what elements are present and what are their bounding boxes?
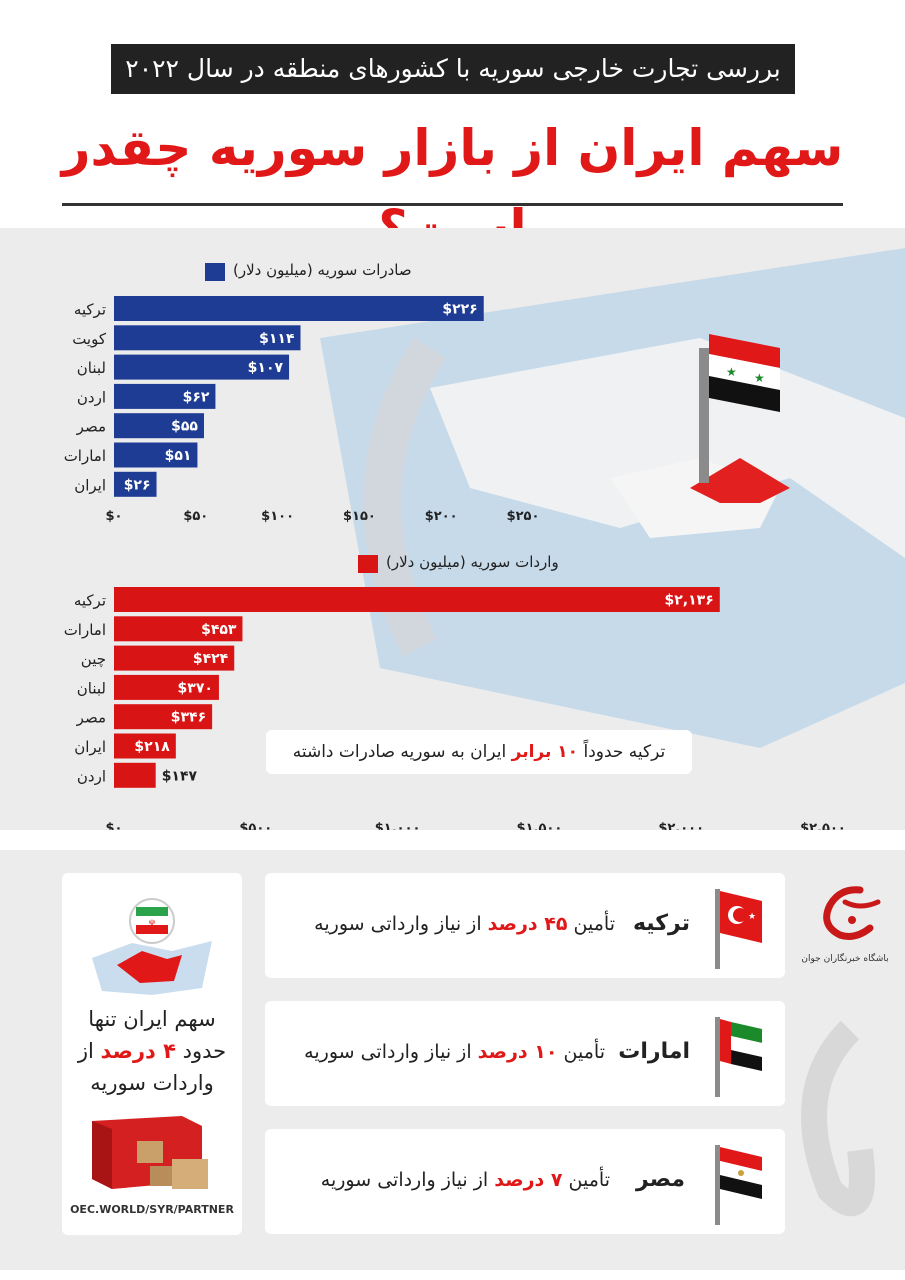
category-label: امارات (63, 620, 106, 639)
annotation-text-pre: ترکیه حدوداً (578, 742, 666, 762)
x-tick-label: $۵۰۰ (239, 821, 273, 836)
value-label: $۲,۱۳۶ (664, 592, 714, 609)
value-label: $۳۴۶ (170, 709, 207, 726)
category-label: کویت (72, 329, 106, 348)
exports-legend-label: صادرات سوریه (میلیون دلار) (233, 261, 412, 279)
share-text: تأمین ۴۵ درصد از نیاز وارداتی سوریه (314, 913, 615, 935)
chart-panel (0, 228, 905, 836)
value-label: $۲۶ (123, 477, 151, 494)
bar-0 (114, 296, 484, 321)
svg-text:☫: ☫ (148, 918, 156, 927)
iran-share-line3: واردات سوریه (90, 1071, 214, 1095)
value-label: $۱۰۷ (247, 360, 284, 377)
category-label: اردن (76, 767, 106, 786)
iran-share-text (57, 1003, 247, 1099)
imports-legend-swatch (358, 555, 378, 573)
share-percent: ۷ درصد (494, 1169, 563, 1191)
value-label: $۵۵ (171, 418, 198, 435)
share-country: مصر (636, 1167, 685, 1192)
yjc-logo-icon (800, 880, 890, 950)
imports-bar-chart (0, 576, 905, 836)
bottom-panel (0, 850, 905, 1270)
value-label: $۱۱۴ (259, 330, 295, 347)
share-country: ترکیه (632, 911, 690, 936)
x-tick-label: $۲۵۰ (506, 509, 540, 524)
share-percent: ۴۵ درصد (487, 913, 568, 935)
x-tick-label: $۱۵۰ (342, 509, 376, 524)
svg-text:★: ★ (726, 365, 737, 379)
category-label: امارات (63, 447, 106, 465)
shipping-container-icon (62, 1111, 242, 1201)
exports-bar-chart (0, 283, 905, 593)
x-tick-label: $۵۰ (183, 509, 209, 524)
x-tick-label: $۲,۰۰۰ (658, 821, 705, 836)
page-title: سهم ایران از بازار سوریه چقدر (61, 119, 844, 177)
iran-share-line2: حدود ۴ درصد از (77, 1039, 227, 1063)
imports-legend (358, 553, 588, 575)
x-tick-label: $۲۰۰ (424, 509, 458, 524)
annotation-text-post: ایران به سوریه صادرات داشته (292, 742, 512, 762)
x-tick-label: $۲,۵۰۰ (800, 821, 846, 836)
value-label: $۵۱ (164, 448, 192, 464)
share-card-uae (265, 1001, 785, 1106)
turkey-flag-icon (707, 881, 767, 971)
share-text: تأمین ۱۰ درصد از نیاز وارداتی سوریه (304, 1041, 605, 1063)
value-label: $۴۵۳ (201, 621, 237, 638)
share-percent: ۱۰ درصد (477, 1041, 558, 1063)
iran-share-line1: سهم ایران تنها (88, 1007, 216, 1031)
svg-text:★: ★ (754, 371, 765, 385)
value-label: $۲۲۶ (442, 301, 478, 318)
iran-share-card (62, 873, 242, 1235)
category-label: چین (80, 650, 106, 669)
x-tick-label: $۱,۰۰۰ (374, 821, 421, 836)
value-label: $۴۲۴ (192, 651, 229, 668)
x-tick-label: $۰ (105, 509, 123, 524)
category-label: ایران (74, 476, 106, 495)
bar-6 (114, 763, 156, 788)
value-label: $۲۱۸ (134, 739, 170, 755)
title-divider (62, 203, 843, 206)
category-label: ترکیه (73, 591, 106, 610)
x-tick-label: $۱۰۰ (261, 509, 295, 524)
share-country: امارات (618, 1039, 690, 1064)
bar-0 (114, 587, 720, 612)
annotation-text-bold: ۱۰ برابر (511, 742, 579, 762)
category-label: لبنان (76, 359, 106, 378)
category-label: اردن (76, 388, 106, 407)
share-text: تأمین ۷ درصد از نیاز وارداتی سوریه (320, 1169, 610, 1191)
iran-share-percent: ۴ درصد (100, 1039, 176, 1063)
value-label: $۳۷۰ (177, 680, 213, 697)
exports-legend (205, 261, 465, 283)
iran-map-icon (62, 883, 242, 1003)
egypt-flag-icon (707, 1137, 767, 1227)
imports-legend-label: واردات سوریه (میلیون دلار) (386, 553, 559, 571)
category-label: ایران (74, 738, 106, 756)
value-label: $۱۴۷ (161, 768, 198, 785)
svg-text:★: ★ (748, 912, 757, 922)
logo-caption: باشگاه خبرنگاران جوان (801, 954, 889, 964)
uae-flag-icon (707, 1009, 767, 1099)
share-card-egypt (265, 1129, 785, 1234)
category-label: لبنان (76, 679, 106, 698)
brand-logo (800, 880, 890, 980)
exports-legend-swatch (205, 263, 225, 281)
x-tick-label: $۱,۵۰۰ (516, 821, 563, 836)
share-card-turkey (265, 873, 785, 978)
annotation-box (266, 730, 692, 774)
header-subtitle: بررسی تجارت خارجی سوریه با کشورهای منطقه در سال ۲۰۲۲ (111, 44, 795, 94)
value-label: $۶۲ (182, 389, 210, 406)
source-citation: OEC.WORLD/SYR/PARTNER (70, 1203, 234, 1216)
category-label: مصر (76, 417, 106, 436)
x-tick-label: $۰ (105, 821, 123, 836)
category-label: ترکیه (73, 300, 106, 319)
category-label: مصر (76, 708, 106, 727)
